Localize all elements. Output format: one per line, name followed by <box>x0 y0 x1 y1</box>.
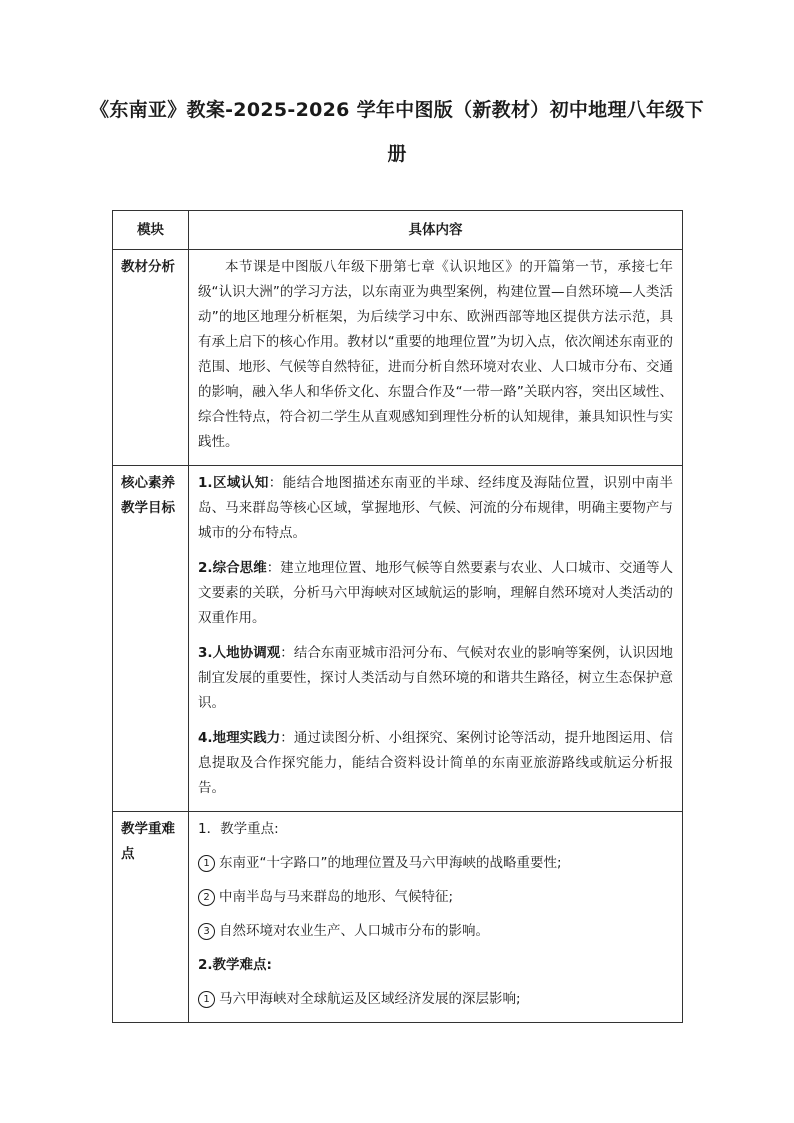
key-point-text: 中南半岛与马来群岛的地形、气候特征; <box>219 889 454 905</box>
goal-text: ：通过读图分析、小组探究、案例讨论等活动，提升地图运用、信息提取及合作探究能力，能结合资料设计简单的东南亚旅游路线或航运分析报告。 <box>198 730 673 796</box>
goal-heading: 3.人地协调观 <box>198 645 281 661</box>
goal-heading: 2.综合思维 <box>198 560 267 576</box>
difficult-point-item <box>198 987 673 1012</box>
key-point-item <box>198 919 673 944</box>
material-analysis-cell <box>189 250 683 466</box>
goal-text: ：结合东南亚城市沿河分布、气候对农业的影响等案例，认识因地制宜发展的重要性，探讨人类活动与自然环境的和谐共生路径，树立生态保护意识。 <box>198 645 673 711</box>
goal-text: ：能结合地图描述东南亚的半球、经纬度及海陆位置，识别中南半岛、马来群岛等核心区域，掌握地形、气候、河流的分布规律，明确主要物产与城市的分布特点。 <box>198 475 673 541</box>
row-label-material-analysis: 教材分析 <box>113 250 189 466</box>
goal-geographic-practice <box>198 726 673 801</box>
material-analysis-text: 本节课是中图版八年级下册第七章《认识地区》的开篇第一节，承接七年级“认识大洲”的学习方法，以东南亚为典型案例，构建位置—自然环境—人类活动”的地区地理分析框架，为后续学习中东、欧洲西部等地区提供方法示范，具有承上启下的核心作用。教材以“重要的地理位置”为切入点，依次阐述东南亚的范围、地形、气候等自然特征，进而分析自然环境对农业、人口城市分布、交通的影响，融入华人和华侨文化、东盟合作及“一带一路”关联内容，突出区域性、综合性特点，符合初二学生从直观感知到理性分析的认知规律，兼具知识性与实践性。 <box>198 259 673 450</box>
difficult-points-heading <box>198 953 673 978</box>
circled-number-3: 3 <box>198 923 215 940</box>
difficult-heading-text: 2.教学难点: <box>198 957 272 973</box>
core-literacy-cell <box>189 466 683 812</box>
key-point-item <box>198 851 673 876</box>
table-row <box>113 812 683 1023</box>
goal-heading: 1.区域认知 <box>198 475 269 491</box>
circled-number-2: 2 <box>198 889 215 906</box>
difficult-point-text: 马六甲海峡对全球航运及区域经济发展的深层影响; <box>219 991 521 1007</box>
row-label-core-literacy-goals: 核心素养教学目标 <box>113 466 189 812</box>
table-row <box>113 250 683 466</box>
table-header-row <box>113 211 683 250</box>
key-point-text: 自然环境对农业生产、人口城市分布的影响。 <box>219 923 489 939</box>
key-difficult-cell <box>189 812 683 1023</box>
key-point-item <box>198 885 673 910</box>
goal-text: ：建立地理位置、地形气候等自然要素与农业、人口城市、交通等人文要素的关联，分析马六甲海峡对区域航运的影响，理解自然环境对人类活动的双重作用。 <box>198 560 674 626</box>
lesson-plan-table <box>112 210 683 1023</box>
goal-comprehensive-thinking <box>198 556 673 631</box>
header-content: 具体内容 <box>189 211 683 250</box>
goal-human-land-harmony <box>198 641 673 716</box>
circled-number-1: 1 <box>198 855 215 872</box>
document-title: 《东南亚》教案-2025-2026 学年中图版（新教材）初中地理八年级下册 <box>90 99 704 165</box>
header-module: 模块 <box>113 211 189 250</box>
table-row <box>113 466 683 812</box>
goal-regional-cognition <box>198 471 673 546</box>
key-points-heading: 1．教学重点: <box>198 821 279 837</box>
row-label-key-difficult-points: 教学重难点 <box>113 812 189 1023</box>
key-point-text: 东南亚“十字路口”的地理位置及马六甲海峡的战略重要性; <box>219 855 562 871</box>
circled-number-1: 1 <box>198 991 215 1008</box>
goal-heading: 4.地理实践力 <box>198 730 281 746</box>
